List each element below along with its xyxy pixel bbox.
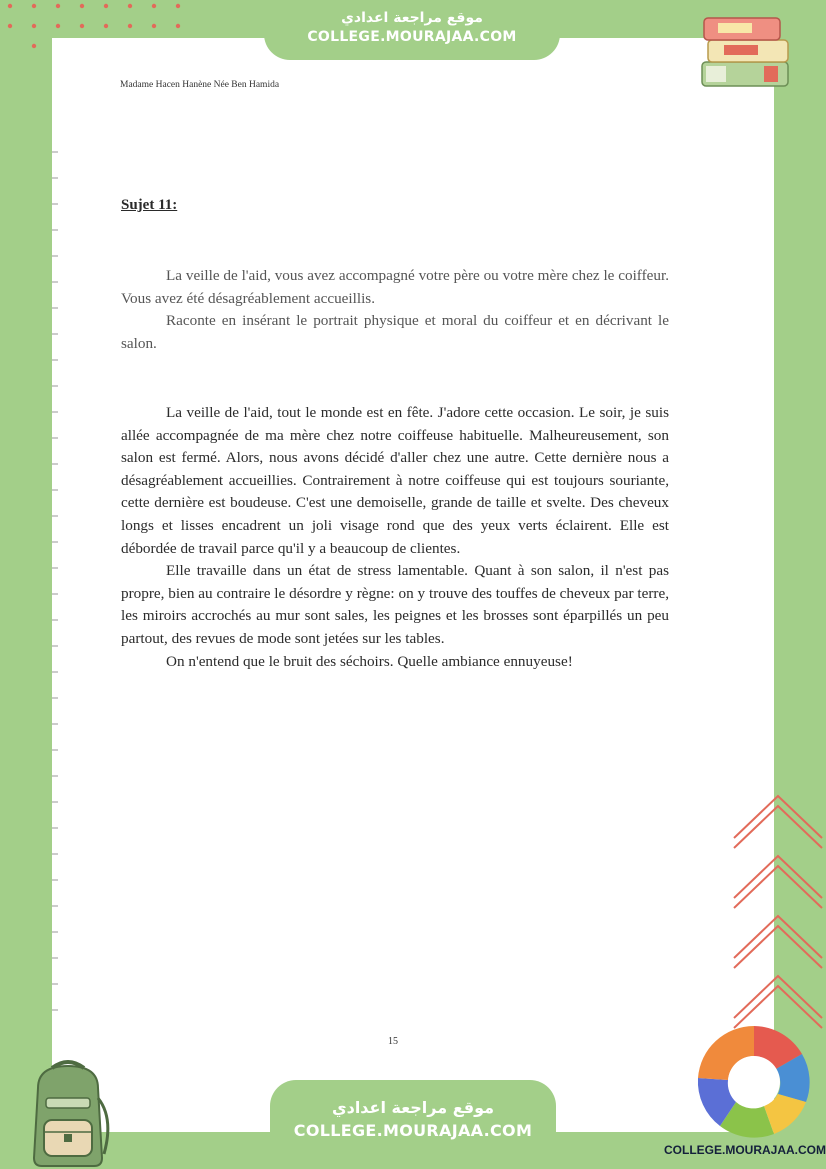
footer-site-arabic: موقع مراجعة اعدادي: [331, 1098, 495, 1117]
decoration-dot: [152, 24, 156, 28]
chevron-stroke: [734, 916, 822, 958]
decoration-dot: [8, 4, 12, 8]
decoration-dot: [56, 4, 60, 8]
header-site-url[interactable]: COLLEGE.MOURAJAA.COM: [307, 29, 517, 45]
decoration-dot: [104, 24, 108, 28]
footer-site-url[interactable]: COLLEGE.MOURAJAA.COM: [293, 1121, 533, 1140]
decoration-dot: [80, 24, 84, 28]
prompt-paragraph: Raconte en insérant le portrait physique et moral du coiffeur et en décrivant le salon.: [121, 312, 669, 352]
site-logo-icon: [694, 1022, 814, 1142]
header-site-arabic: موقع مراجعة اعدادي: [341, 10, 483, 26]
answer-paragraph: La veille de l'aid, tout le monde est en fête. J'adore cette occasion. Le soir, je suis allée accompagnée de ma mère chez notre coiffeuse habituelle. Malheureusement, son salon est fermé. Alors, nous avons décidé d'aller chez une autre. Cette dernière nous a désagréablement accueillies. Contrairement à notre coiffeuse qui est toujours souriante, cette dernière est boudeuse. C'est une demoiselle, grande de taille et svelte. Des cheveux longs et lisses encadrent un joli visage rond que des yeux verts éclairent. Elle est débordée de travail parce qu'il y a beaucoup de clientes.: [121, 404, 669, 557]
decoration-dot: [152, 4, 156, 8]
prompt-paragraph: La veille de l'aid, vous avez accompagné votre père ou votre mère chez le coiffeur. Vous avez été désagréablement accueillis.: [121, 267, 669, 307]
logo-text: COLLEGE.MOURAJAA.COM: [664, 1143, 826, 1157]
subject-title: Sujet 11:: [121, 197, 178, 213]
decoration-dot: [104, 4, 108, 8]
prompt-block: [121, 265, 669, 355]
decoration-dot: [8, 24, 12, 28]
footer-tab: [270, 1080, 556, 1169]
chevron-stroke: [734, 796, 822, 838]
decoration-dot: [176, 24, 180, 28]
chevron-up-icon: [730, 790, 826, 1030]
decoration-dot: [128, 24, 132, 28]
backpack-icon: [18, 1058, 118, 1168]
chevron-stroke: [734, 866, 822, 908]
decoration-dot: [32, 44, 36, 48]
margin-ticks: [52, 148, 62, 1048]
header-tab: [264, 0, 560, 60]
decoration-dot: [176, 4, 180, 8]
page-number: 15: [388, 1036, 398, 1047]
author-line: Madame Hacen Hanène Née Ben Hamida: [120, 80, 280, 90]
chevron-stroke: [734, 856, 822, 898]
decoration-dot: [32, 24, 36, 28]
chevron-stroke: [734, 806, 822, 848]
books-icon: [694, 12, 794, 97]
decoration-dot: [32, 4, 36, 8]
answer-paragraph: On n'entend que le bruit des séchoirs. Quelle ambiance ennuyeuse!: [166, 652, 573, 670]
document-page: [52, 38, 774, 1132]
decoration-dot: [128, 4, 132, 8]
answer-paragraph: Elle travaille dans un état de stress lamentable. Quant à son salon, il n'est pas propre, bien au contraire le désordre y règne: on y trouve des touffes de cheveux par terre, les miroirs accrochés au mur sont sales, les peignes et les brosses sont éparpillés un peu partout, des revues de mode sont jetées sur les tables.: [121, 562, 669, 647]
chevron-stroke: [734, 926, 822, 968]
decoration-dot: [80, 4, 84, 8]
answer-block: [121, 402, 669, 673]
decoration-dot: [56, 24, 60, 28]
chevron-stroke: [734, 976, 822, 1018]
